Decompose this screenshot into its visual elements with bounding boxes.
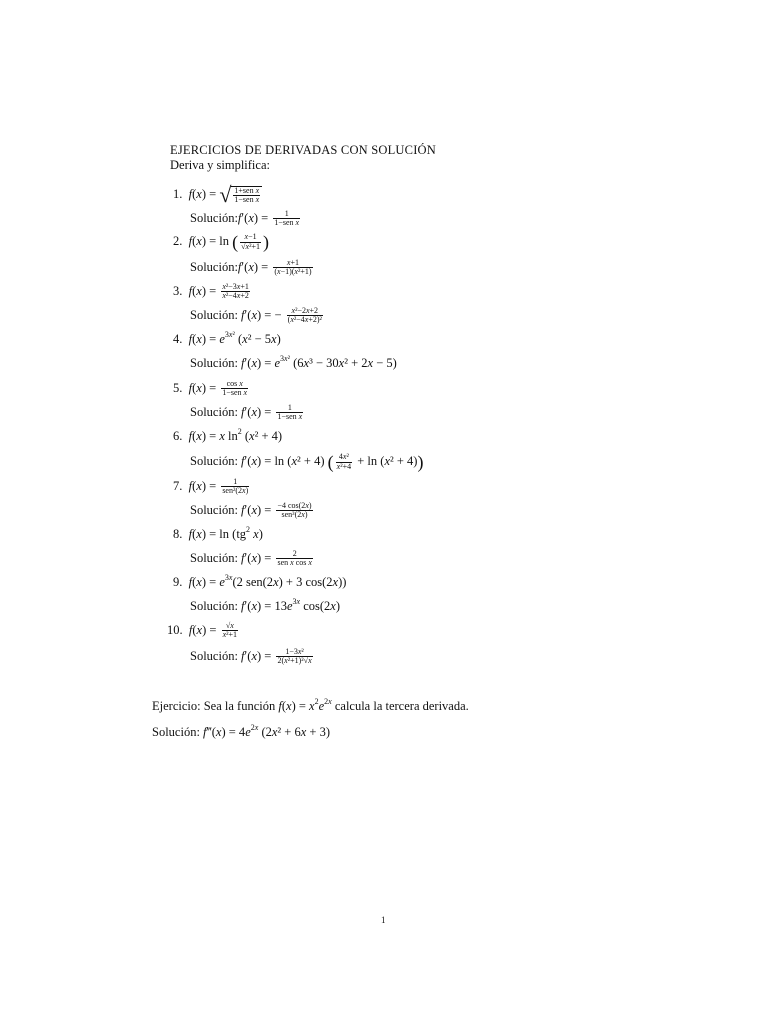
exercise-number: 8. [173, 527, 183, 541]
solution-3: Solución: f′(x) = − $\frac{\text{x²−2x+2}}{\text{(x²−4x+2)²}}$ [190, 306, 322, 325]
document-title: EJERCICIOS DE DERIVADAS CON SOLUCIÓN [170, 143, 437, 157]
solution-5: Solución: f′(x) = $\frac{1}{\text{1−sen x}}$ [190, 403, 303, 422]
exercise-number: 7. [173, 478, 183, 493]
exercise-number: 2. [173, 233, 183, 248]
solution-label: Solución: [190, 356, 238, 370]
exercise-number: 6. [173, 429, 183, 443]
instructions: Deriva y simplifica: [170, 158, 270, 172]
solution-label: Solución: [190, 599, 238, 613]
exercise-number: 10. [167, 622, 183, 637]
solution-1: Solución:f′(x) = $\frac{1}{\text{1−sen x}}$ [190, 209, 300, 228]
exercise-number: 9. [173, 575, 183, 589]
extra-exercise-prefix: Ejercicio: Sea la función [152, 699, 276, 713]
solution-7: Solución: f′(x) = $\frac{-4 \cos(2x)}{\text{sen³(2x)}}$ [190, 501, 312, 520]
exercise-2: 2. f(x) = ln ( $\frac{x-1}{\text{√x²+1}}$ ) [173, 232, 270, 252]
solution-label: Solución: [190, 550, 238, 565]
exercise-7: 7. f(x) = $\frac{1}{\text{sen²(2x)}}$ [173, 477, 249, 496]
solution-label: Solución: [190, 453, 238, 468]
exercise-9: 9. $f(x) = e^{3x}(2$ sen(2x) + 3 cos(2x)) [173, 573, 347, 589]
solution-9: Solución: $f'(x) = 13e^{3x}$ cos(2x) [190, 597, 341, 613]
extra-solution: Solución: f‴(x) = $4e^{2x}$ (2x² + 6x + 3) [152, 723, 331, 739]
exercise-function: f(x) = √ $\frac{\text{1+sen x}}{\text{1−sen x}}$ [189, 187, 263, 201]
extra-exercise [152, 698, 469, 713]
solution-label: Solución: [190, 307, 238, 322]
exercise-1 [173, 184, 262, 206]
extra-exercise-function: $f(x) = x^2e^{2x}$ [278, 697, 332, 713]
solution-4: Solución: $f'(x) = e^{3x^2}$ (6x³ − 30x² + 2x − 5) [190, 354, 397, 370]
solution-label: Solución: [190, 502, 238, 517]
solution-label: Solución: [152, 725, 200, 739]
exercise-number: 3. [173, 283, 183, 298]
exercise-8: 8. $f(x) = \ln (tg^2$ x) [173, 525, 263, 541]
exercise-number: 1. [173, 186, 183, 201]
exercise-3: 3. f(x) = $\frac{\text{x²−3x+1}}{\text{x²−4x+2}}$ [173, 282, 249, 301]
solution-label: Solución: [190, 210, 238, 225]
solution-2: Solución:f′(x) = $\frac{x+1}{\text{(x−1)(x²+1)}}$ [190, 258, 312, 277]
extra-exercise-suffix: calcula la tercera derivada. [334, 699, 469, 713]
exercise-6: 6. f(x) = x $\ln^2 (x^2 + 4)$ [173, 427, 283, 443]
exercise-4: 4. $f(x) = e^{3x^2}$ (x² − 5x) [173, 330, 281, 346]
solution-label: Solución: [190, 648, 238, 663]
solution-6: Solución: f′(x) = ln (x² + 4) ( $\frac{\text{4x²}}{\text{x²+4}}$ + ln (x² + 4)) [190, 452, 424, 472]
solution-8: Solución: f′(x) = $\frac{2}{\text{sen x cos x}}$ [190, 549, 312, 568]
exercise-10: 10. f(x) = $\frac{√x}{\text{x²+1}}$ [167, 621, 238, 640]
solution-10: Solución: f′(x) = $\frac{\text{1−3x²}}{\text{2(x²+1)²√x}}$ [190, 647, 312, 666]
exercise-number: 4. [173, 332, 183, 346]
exercise-number: 5. [173, 380, 183, 395]
exercise-5: 5. f(x) = $\frac{\text{cos x}}{\text{1−sen x}}$ [173, 379, 248, 398]
page-number: 1 [381, 915, 386, 925]
solution-label: Solución: [190, 404, 238, 419]
solution-label: Solución: [190, 259, 238, 274]
